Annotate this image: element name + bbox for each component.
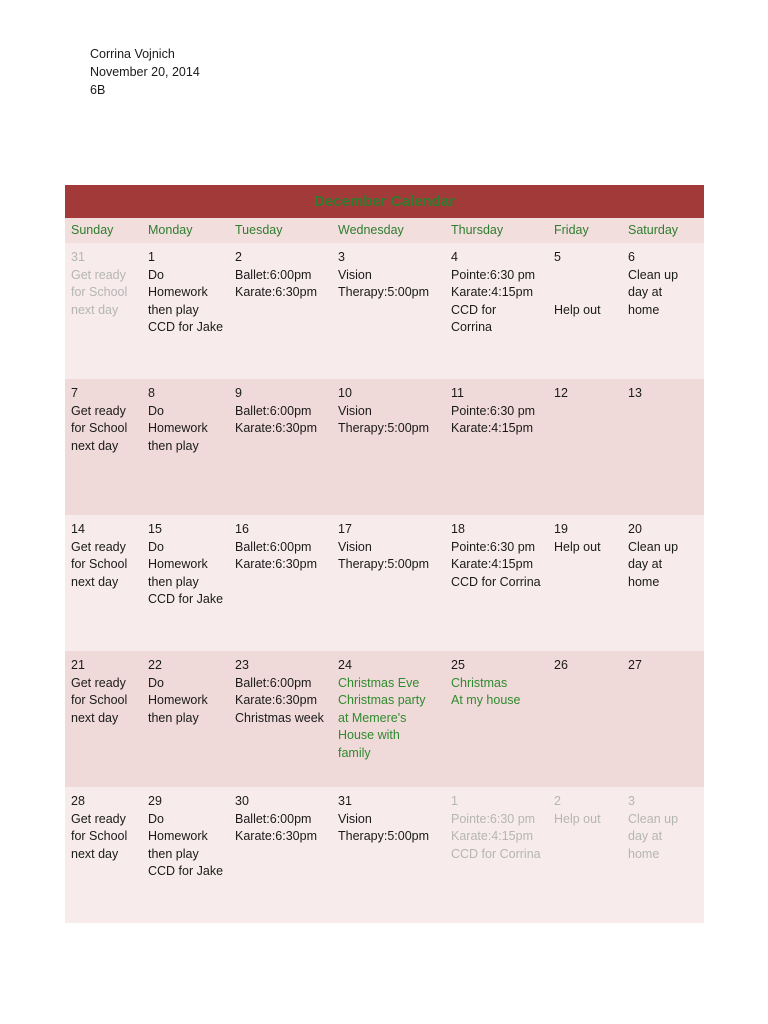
calendar-week-row bbox=[65, 651, 704, 787]
day-number: 5 bbox=[554, 250, 561, 264]
day-number: 6 bbox=[628, 250, 635, 264]
day-cell bbox=[65, 243, 142, 379]
day-number: 2 bbox=[235, 250, 242, 264]
day-number: 2 bbox=[554, 794, 561, 808]
day-events: Get ready for School next day bbox=[71, 811, 128, 861]
day-cell bbox=[142, 651, 229, 787]
day-events: Ballet:6:00pm Karate:6:30pm bbox=[235, 267, 317, 299]
day-events: Ballet:6:00pm Karate:6:30pm bbox=[235, 811, 317, 843]
weekday-header: Friday bbox=[554, 223, 589, 237]
day-cell bbox=[229, 651, 332, 787]
day-number: 21 bbox=[71, 658, 85, 672]
weekday-header: Saturday bbox=[628, 223, 679, 237]
day-number: 16 bbox=[235, 522, 249, 536]
day-cell bbox=[548, 651, 622, 787]
day-events: Do Homework then play bbox=[148, 403, 208, 453]
day-number: 20 bbox=[628, 522, 642, 536]
day-events: Pointe:6:30 pm Karate:4:15pm CCD for Corrina bbox=[451, 539, 541, 589]
day-cell bbox=[548, 515, 622, 651]
weekday-header: Thursday bbox=[451, 223, 504, 237]
day-events: Pointe:6:30 pm Karate:4:15pm CCD for Corrina bbox=[451, 267, 536, 334]
day-events: Vision Therapy:5:00pm bbox=[338, 811, 430, 843]
day-number: 3 bbox=[338, 250, 345, 264]
day-number: 25 bbox=[451, 658, 465, 672]
day-events: Help out bbox=[554, 539, 601, 554]
day-events: Do Homework then play CCD for Jake bbox=[148, 267, 224, 334]
day-number: 7 bbox=[71, 386, 78, 400]
day-cell bbox=[445, 243, 548, 379]
document-date: November 20, 2014 bbox=[90, 65, 200, 79]
day-number: 19 bbox=[554, 522, 568, 536]
calendar-week-row bbox=[65, 379, 704, 515]
day-cell bbox=[548, 379, 622, 515]
day-cell bbox=[445, 379, 548, 515]
day-number: 18 bbox=[451, 522, 465, 536]
day-events: Clean up day at home bbox=[628, 267, 679, 317]
student-name: Corrina Vojnich bbox=[90, 47, 175, 61]
day-number: 1 bbox=[148, 250, 155, 264]
day-events: Pointe:6:30 pm Karate:4:15pm bbox=[451, 403, 536, 435]
day-events: Get ready for School next day bbox=[71, 267, 128, 317]
day-cell bbox=[229, 787, 332, 923]
day-number: 4 bbox=[451, 250, 458, 264]
day-cell bbox=[65, 787, 142, 923]
day-events: Christmas At my house bbox=[451, 675, 521, 707]
day-events: Vision Therapy:5:00pm bbox=[338, 403, 430, 435]
day-cell bbox=[142, 515, 229, 651]
day-cell bbox=[65, 651, 142, 787]
calendar-weeks bbox=[65, 243, 704, 923]
day-cell bbox=[622, 379, 704, 515]
weekday-header: Tuesday bbox=[235, 223, 283, 237]
day-cell bbox=[65, 379, 142, 515]
day-cell bbox=[332, 515, 445, 651]
day-events: Ballet:6:00pm Karate:6:30pm bbox=[235, 403, 317, 435]
weekday-header-row bbox=[65, 218, 704, 243]
calendar-title: December Calendar bbox=[65, 185, 704, 218]
day-number: 30 bbox=[235, 794, 249, 808]
day-events: Get ready for School next day bbox=[71, 539, 128, 589]
day-number: 9 bbox=[235, 386, 242, 400]
day-number: 28 bbox=[71, 794, 85, 808]
day-cell bbox=[332, 651, 445, 787]
day-number: 11 bbox=[451, 386, 464, 400]
day-cell bbox=[622, 651, 704, 787]
day-events: Ballet:6:00pm Karate:6:30pm bbox=[235, 539, 317, 571]
calendar-week-row bbox=[65, 515, 704, 651]
december-calendar bbox=[65, 185, 704, 923]
weekday-header: Sunday bbox=[71, 223, 114, 237]
day-cell bbox=[65, 515, 142, 651]
day-cell bbox=[142, 787, 229, 923]
day-number: 29 bbox=[148, 794, 162, 808]
day-cell bbox=[229, 515, 332, 651]
day-cell bbox=[622, 787, 704, 923]
day-events: Clean up day at home bbox=[628, 539, 679, 589]
day-events: Clean up day at home bbox=[628, 811, 679, 861]
day-number: 14 bbox=[71, 522, 85, 536]
day-events: Do Homework then play bbox=[148, 675, 208, 725]
day-cell bbox=[142, 243, 229, 379]
day-cell bbox=[445, 651, 548, 787]
day-number: 8 bbox=[148, 386, 155, 400]
day-number: 17 bbox=[338, 522, 352, 536]
document-header bbox=[90, 45, 200, 99]
day-cell bbox=[548, 787, 622, 923]
day-number: 15 bbox=[148, 522, 162, 536]
calendar-week-row bbox=[65, 243, 704, 379]
day-cell bbox=[548, 243, 622, 379]
day-cell bbox=[332, 243, 445, 379]
class-label: 6B bbox=[90, 83, 106, 97]
day-events: Vision Therapy:5:00pm bbox=[338, 539, 430, 571]
weekday-header: Wednesday bbox=[338, 223, 404, 237]
day-cell bbox=[622, 243, 704, 379]
day-number: 12 bbox=[554, 386, 568, 400]
day-number: 31 bbox=[71, 250, 85, 264]
day-cell bbox=[142, 379, 229, 515]
day-number: 22 bbox=[148, 658, 162, 672]
day-number: 24 bbox=[338, 658, 352, 672]
day-events: Help out bbox=[554, 811, 601, 826]
day-number: 1 bbox=[451, 794, 458, 808]
day-events: Christmas Eve Christmas party at Memere's House with family bbox=[338, 675, 426, 760]
calendar-week-row bbox=[65, 787, 704, 923]
day-cell bbox=[229, 243, 332, 379]
day-number: 3 bbox=[628, 794, 635, 808]
day-number: 31 bbox=[338, 794, 352, 808]
day-events: Do Homework then play CCD for Jake bbox=[148, 811, 224, 878]
day-cell bbox=[445, 787, 548, 923]
day-number: 27 bbox=[628, 658, 642, 672]
day-number: 10 bbox=[338, 386, 352, 400]
day-events: Ballet:6:00pm Karate:6:30pm Christmas week bbox=[235, 675, 324, 725]
day-cell bbox=[332, 787, 445, 923]
day-events: Vision Therapy:5:00pm bbox=[338, 267, 430, 299]
day-cell bbox=[332, 379, 445, 515]
day-events: Do Homework then play CCD for Jake bbox=[148, 539, 224, 606]
day-events: Help out bbox=[554, 302, 601, 317]
day-cell bbox=[622, 515, 704, 651]
day-events: Get ready for School next day bbox=[71, 403, 128, 453]
weekday-header: Monday bbox=[148, 223, 193, 237]
day-number: 13 bbox=[628, 386, 642, 400]
day-cell bbox=[229, 379, 332, 515]
day-cell bbox=[445, 515, 548, 651]
day-events: Pointe:6:30 pm Karate:4:15pm CCD for Corrina bbox=[451, 811, 541, 861]
day-number: 26 bbox=[554, 658, 568, 672]
day-events: Get ready for School next day bbox=[71, 675, 128, 725]
day-number: 23 bbox=[235, 658, 249, 672]
